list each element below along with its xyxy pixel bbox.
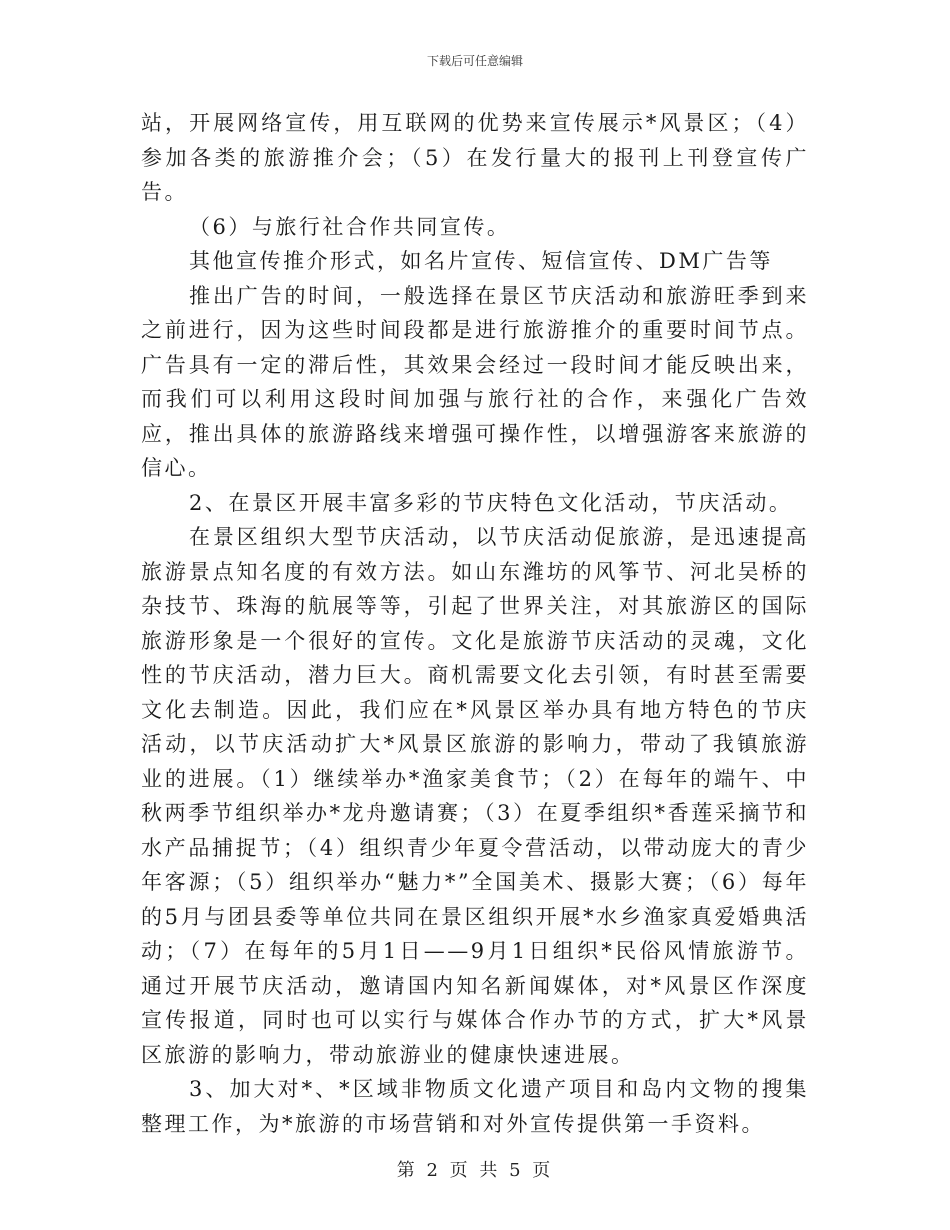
- page-header: 下载后可任意编辑: [426, 54, 523, 68]
- paragraph-6: 在景区组织大型节庆活动，以节庆活动促旅游，是迅速提高旅游景点知名度的有效方法。如山东潍坊的风筝节、河北吴桥的杂技节、珠海的航展等等，引起了世界关注，对其旅游区的国际旅游形象是一个很好的宣传。文化是旅游节庆活动的灵魂，文化性的节庆活动，潜力巨大。商机需要文化去引领，有时甚至需要文化去制造。因此，我们应在*风景区举办具有地方特色的节庆活动，以节庆活动扩大*风景区旅游的影响力，带动了我镇旅游业的进展。（1）继续举办*渔家美食节；（2）在每年的端午、中秋两季节组织举办*龙舟邀请赛；（3）在夏季组织*香莲采摘节和水产品捕捉节；（4）组织青少年夏令营活动，以带动庞大的青少年客源；（5）组织举办“魅力*”全国美术、摄影大赛；（6）每年的5月与团县委等单位共同在景区组织开展*水乡渔家真爱婚典活动；（7）在每年的5月1日——9月1日组织*民俗风情旅游节。通过开展节庆活动，邀请国内知名新闻媒体，对*风景区作深度宣传报道，同时也可以实行与媒体合作办节的方式，扩大*风景区旅游的影响力，带动旅游业的健康快速进展。: [141, 525, 809, 1067]
- paragraph-1: 站，开展网络宣传，用互联网的优势来宣传展示*风景区；（4）参加各类的旅游推介会；（5）在发行量大的报刊上刊登宣传广告。: [141, 111, 809, 204]
- paragraph-4: 推出广告的时间，一般选择在景区节庆活动和旅游旺季到来之前进行，因为这些时间段都是进行旅游推介的重要时间节点。广告具有一定的滞后性，其效果会经过一段时间才能反映出来，而我们可以利用这段时间加强与旅行社的合作，来强化广告效应，推出具体的旅游路线来增强可操作性，以增强游客来旅游的信心。: [141, 283, 809, 480]
- document-body: [141, 106, 809, 1141]
- paragraph-3: 其他宣传推介形式，如名片宣传、短信宣传、DM广告等: [189, 249, 773, 273]
- page-footer: 第 2 页 共 5 页: [396, 1160, 554, 1181]
- section-heading-3: 3、加大对*、*区域非物质文化遗产项目和岛内文物的搜集整理工作，为*旅游的市场营销和对外宣传提供第一手资料。: [141, 1077, 809, 1136]
- section-heading-2: 2、在景区开展丰富多彩的节庆特色文化活动，节庆活动。: [189, 490, 793, 515]
- paragraph-2: （6）与旅行社合作共同宣传。: [189, 214, 511, 239]
